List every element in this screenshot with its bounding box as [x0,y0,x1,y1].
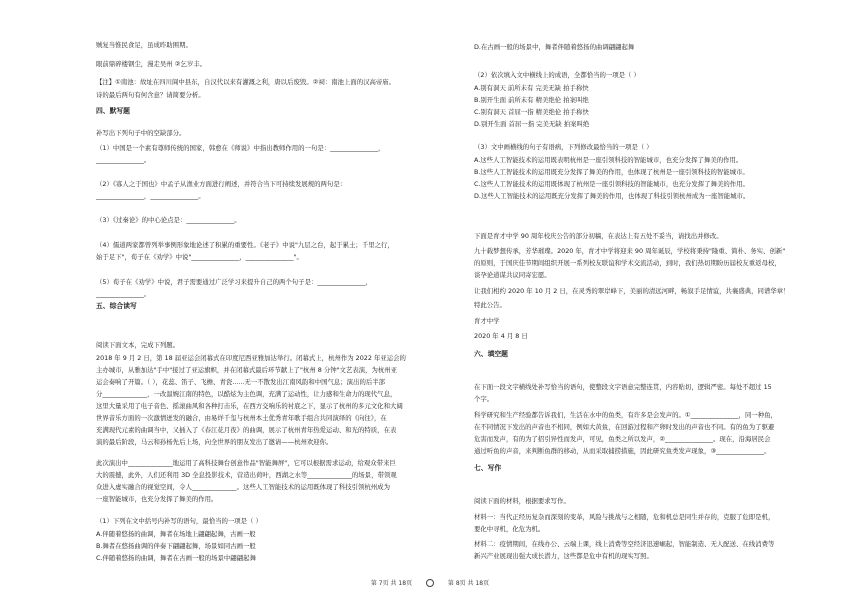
text-line: B.这些人工智能技术的运用既充分发挥了舞美的作用，也体现了杭州是一座引领科技的智能城市。 [474,168,749,176]
right-page-column [474,0,804,575]
text-line: （4）儒道两家都曾列举事例形象地论述了积累的重要性。《老子》中说"九层之台，起于累土；千里之行， [96,241,394,249]
text-line: D.在古画一般的场景中，舞者伴随着悠扬的曲调翩翩起舞 [474,43,635,51]
text-line: （2）《寡人之于国也》中孟子从渔业方面进行阐述，并符合当下可持续发展规的两句是： [96,180,347,188]
text-line: 让我们相约 2020 年 10 月 2 日，在灵秀的翠岸峰下，美丽的清远河畔，畅叙手足情谊，共襄盛典，同谱华章！ [474,287,790,295]
text-line: A.别有洞天 前所未有 完美无缺 拍手称快 [474,84,589,92]
text-line: _______________，_______________。 [96,192,205,200]
text-line: 九十载梦想传承，芳华璀璨。2020 年，育才中学将迎来 90 周年诞辰，学校将秉持"隆重、简朴、务实、创新" [474,247,786,255]
text-line: 通过听鱼的声音，来判断鱼群的移动，从而采取捕捞措施，因此研究鱼类发声现象，③_______________。 [474,447,771,455]
section-heading: 五、综合读写 [96,302,137,310]
text-line: 阅读下面文本，完成下列题。 [96,341,180,349]
text-line: 在下面一段文字横线处补写恰当的语句，使整段文字语意完整连贯，内容贴切，逻辑严密。每处不超过 15 [474,383,772,391]
text-line: 在不同情况下发出的声音也不相同，例如大黄鱼，在回游过程和产卵时发出的声音也不同。有的鱼为了驱避 [474,423,775,431]
text-line: 一座智能城市，也充分发挥了舞美的作用。 [96,495,218,503]
text-line: （1）中国是一个素有尊师传统的国家，韩愈在《师说》中指出教师作用的一句是：_______________， [96,144,385,152]
text-line: 材料一：当代正经历复杂而深刻的变革，风险与挑战与之相随，危和机总是同生并存的，克服了危即是机， [474,513,775,521]
text-line: 科学研究和生产经验都告诉我们，生活在水中的鱼类，有许多是会发声的。①_______________，同一种鱼， [474,411,777,419]
text-line: 阅读下面的材料，根据要求写作。 [474,497,570,505]
text-line: B.别开生面 前所未有 精美绝伦 拍案叫绝 [474,96,589,104]
text-line: A.这些人工智能技术的运用既表明杭州是一座引领科技的智能城市，也充分发挥了舞美的作用。 [474,156,743,164]
text-line: A.伴随着悠扬的曲调，舞者在场地上翩翩起舞，古画一般 [96,530,256,538]
circle-divider-icon [426,579,434,587]
text-line: _______________。 [96,156,151,164]
section-heading: 四、默写题 [96,107,130,115]
text-line: C.这些人工智能技术的运用既体现了杭州是一座引领科技的智能城市，也充分发挥了舞美的作用。 [474,180,749,188]
text-line: 的原则，于国庆佳节期间组织开展一系列校友联谊和学术交流活动，到时，我们热切期盼历届校友重返母校， [474,259,781,267]
text-line: 眼前鼎碎楼钢尘，漫走吴州 ②乞岁丰。 [96,60,207,68]
text-line: （3）《过秦论》的中心论点是：_______________。 [96,216,241,224]
text-line: 2018 年 9 月 2 日，第 18 届亚运会闭幕式在印度尼西亚雅加达举行。闭幕式上，杭州作为 2022 年亚运会的 [96,354,406,362]
text-line: 分______________，一改温婉江南的特色，以酷炫为主色调，充满了运动性，让力感和生命力的现代气息， [96,390,397,398]
section-heading: 六、填空题 [474,350,508,358]
text-line: D.别开生面 首屈一指 完美无缺 拍案叫绝 [474,120,590,128]
text-line: C.伴随着悠扬的曲调，舞者在古画一般的场景中翩翩起舞 [96,554,256,562]
footer-right-page-number: 第 8页 共 18页 [447,579,490,587]
text-line: 世界音乐方面的一次激情迸发的融合，由易烊千玺与杭州本土优秀青年歌手组合共同演绎的《向往》，在 [96,414,387,422]
text-line: （1）下列在文中括号内补写的语句，最恰当的一项是（ ） [96,517,262,525]
text-line: 贼复当惟民食足，虽成昨助围期。 [96,41,192,49]
text-line: 众进入虚实融合的视觉空间，令人______________。这些人工智能技术的运用既体现了科技引领杭州成为 [96,483,390,491]
text-line: 【注】①南池：故址在四川阆中县东，自汉代以来有灌溉之利，唐以后废毁。②祠：南池上面的汉高帝庙。 [96,78,396,86]
text-line: 谈孕论道谋共议同寄宏愿。 [474,271,551,279]
text-line: 主办城市，从雅加达"手中"接过了亚运旗帜，并在闭幕式最后环节献上了"杭州 8 分钟"文艺表演，为杭州亚 [96,366,398,374]
text-line: 诗的最后两句有何含意？请简要分析。 [96,91,205,99]
text-line: 下面是育才中学 90 周年校庆公告的部分初稿，在表达上有五处不妥当，请找出并修改。 [474,232,723,240]
text-line: 补写出下列句子中的空缺部分。 [96,129,186,137]
text-line: 新兴产业展现出强大成长潜力，这些都是危中有机的现实写照。 [474,552,653,560]
text-line: 此次演出中______________地运用了高科技舞台创意作品"智能舞屏"，它可以根据需求运动，给观众带来巨 [96,459,396,467]
text-line: _______________。 [96,290,151,298]
text-line: 材料二：疫情期间，在线办公、云端上课，线上消费等空经济迅速崛起，智能制造、无人配送、在线消费等 [474,540,775,548]
left-page-column [96,0,426,575]
text-line: 个字。 [474,395,494,403]
text-line: 特此公告。 [474,301,506,309]
text-line: D.这些人工智能技术的运用既充分发挥了舞美的作用，也体现了科技引领杭州成为一座智能城市。 [474,192,750,200]
section-heading: 七、写作 [474,464,502,472]
text-line: C.别有洞天 首屈一指 精美绝伦 拍手称快 [474,108,589,116]
text-line: （5）荀子在《劝学》中说，君子需要通过广泛学习来提升自己的两个句子是：_______________， [96,278,372,286]
text-line: 这里大量采用了电子音色、摇滚曲风和各种打击乐，在西方交响乐的衬底之下，显示了杭州的多元文化和大阔 [96,402,403,410]
text-line: 育才中学 [474,317,500,325]
text-line: 演的最后阶段，马云和孙杨先后上场，向全世界的朋友发出了邀请——杭州欢迎你。 [96,438,333,446]
text-line: 运会奏响了开篇。（ ），花蕊、笛子、飞檐、青瓷......无一不散发出江南风韵和中国气息；演出的后半部 [96,378,386,386]
text-line: 大的震撼，此外，人们还利用 3D 全息投影技术，营造出荷叶，西湖之水等______________的场景，带领观 [96,471,397,479]
text-line: 始于足下"，荀子在《劝学》中说"_______________，_______________"。 [96,253,303,261]
text-line: （3）文中画横线的句子有语病，下列修改最恰当的一项是（ ） [474,143,653,151]
text-line: 充满现代元素的曲调当中，又插入了《春江花月夜》的曲调，展示了杭州青年热爱运动、和光的特质，在表 [96,426,397,434]
page-footer [0,579,860,587]
text-line: 2020 年 4 月 8 日 [474,332,528,340]
text-line: B.舞者在悠扬曲调的伴奏下翩翩起舞，场景如同古画一般 [96,542,256,550]
text-line: 危害而发声，有的为了招引异性而发声，可见，鱼类之所以发声，②_______________。现在，沿海居民会 [474,435,771,443]
text-line: （2）依次填入文中横线上的成语，全都恰当的一项是（ ） [474,71,640,79]
footer-left-page-number: 第 7页 共 18页 [370,579,413,587]
text-line: 要化中寻机，化危为机。 [474,525,545,533]
